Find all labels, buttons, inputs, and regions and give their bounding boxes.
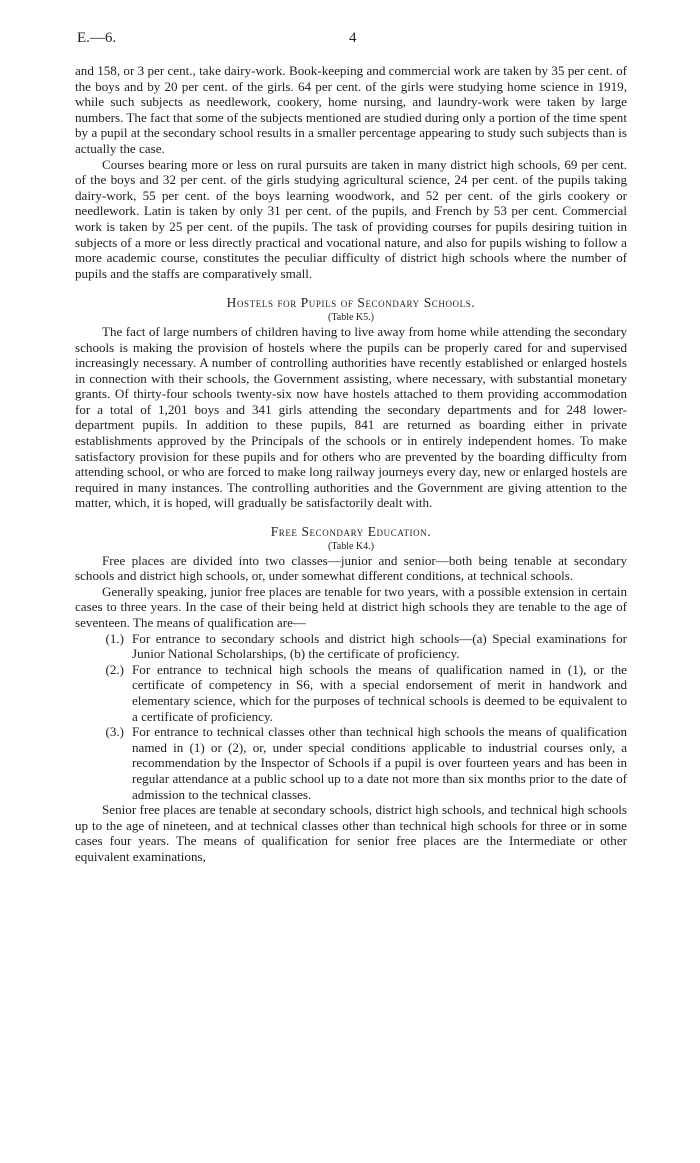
list-item-text: For entrance to secondary schools and district high schools—(a) Special examinations for Junior National Scholarships, (b) the certificate of proficiency. [132, 630, 627, 662]
paragraph-senior-free-places: Senior free places are tenable at secondary schools, district high schools, and technical high schools up to the age of nineteen, and at technical classes other than technical high schools for three or in some cases four years. The means of qualification for senior free places are the Intermediate or other equivalent examinations, [75, 802, 627, 864]
table-reference-k4: (Table K4.) [328, 540, 374, 552]
list-item-number: (1.) [105, 630, 124, 646]
page-header [77, 30, 629, 52]
document-reference: E.—6. [77, 30, 117, 46]
list-item-text: For entrance to technical classes other than technical high schools the means of qualification named in (1) or (2), or, under special conditions applicable to industrial courses only, a recommendation by the Inspector of Schools if a pupil is over fourteen years and has been in regular attendance at a public school up to a date not more than six months prior to the date of admission to the technical classes. [132, 724, 627, 802]
page-body [75, 63, 627, 865]
paragraph-rural-courses: Courses bearing more or less on rural pursuits are taken in many district high schools, 69 per cent. of the boys and 32 per cent. of the girls studying agricultural science, 24 per cent. of the pupils taking dairy-work, 55 per cent. of the boys learning woodwork, and 52 per cent. of the girls cookery or needlework. Latin is taken by only 31 per cent. of the pupils, and French by 53 per cent. Commercial work is taken by 25 per cent. of the pupils. The task of providing courses for pupils desiring tuition in subjects of a more or less directly practical and vocational nature, and also for pupils wishing to follow a more academic course, constitutes the peculiar difficulty of district high schools where the number of pupils and the staffs are comparatively small. [75, 156, 627, 281]
list-item-number: (3.) [105, 724, 124, 740]
paragraph-hostels: The fact of large numbers of children having to live away from home while attending the secondary schools is making the provision of hostels where the pupils can be properly cared for and supervised increasingly necessary. A number of controlling authorities have recently established or enlarged hostels in connection with their schools, the Government assisting, where necessary, with substantial monetary grants. Of thirty-four schools twenty-six now have hostels attached to them providing accommodation for a total of 1,201 boys and 341 girls attending the secondary departments and for 248 lower-department pupils. In addition to these pupils, 841 are returned as boarding either in private establishments approved by the Principals of the schools or in entirely independent homes. To make satisfactory provision for these pupils and for others who are prevented by the boarding difficulty from attending school, or who are forced to make long railway journeys every day, new or enlarged hostels are required in many instances. The controlling authorities and the Government are giving attention to the matter, which, it is hoped, will gradually be satisfactorily dealt with. [75, 323, 627, 511]
qualification-list-item [75, 724, 627, 802]
list-item-text: For entrance to technical high schools the means of qualification named in (1), or the certificate of competency in S6, with a special endorsement of merit in handwork and elementary science, which for the purposes of technical schools is deemed to be equivalent to a certificate of proficiency. [132, 661, 627, 724]
page-number: 4 [349, 30, 357, 46]
list-item-number: (2.) [105, 661, 124, 677]
qualification-list-item [75, 631, 627, 662]
qualification-list-item [75, 662, 627, 724]
paragraph-continued: and 158, or 3 per cent., take dairy-work. Book-keeping and commercial work are taken by 35 per cent. of the boys and by 20 per cent. of the girls. 64 per cent. of the girls were studying home science in 1919, while such subjects as needlework, cookery, home nursing, and laundry-work were taken by large numbers. The fact that some of the subjects mentioned are studied during only a portion of the time spent by a pupil at the secondary school results in a smaller percentage appearing to study such subjects than is actually the case. [75, 63, 627, 156]
table-reference-k5: (Table K5.) [328, 311, 374, 323]
section-heading-free-education: Free Secondary Education. [270, 524, 432, 540]
paragraph-junior-free-places: Generally speaking, junior free places are tenable for two years, with a possible extension in certain cases to three years. In the case of their being held at district high schools they are tenable to the age of seventeen. The means of qualification are— [75, 583, 627, 630]
section-heading-hostels: Hostels for Pupils of Secondary Schools. [226, 295, 476, 311]
paragraph-free-places: Free places are divided into two classes—junior and senior—both being tenable at secondary schools and district high schools, or, under somewhat different conditions, at technical schools. [75, 552, 627, 584]
